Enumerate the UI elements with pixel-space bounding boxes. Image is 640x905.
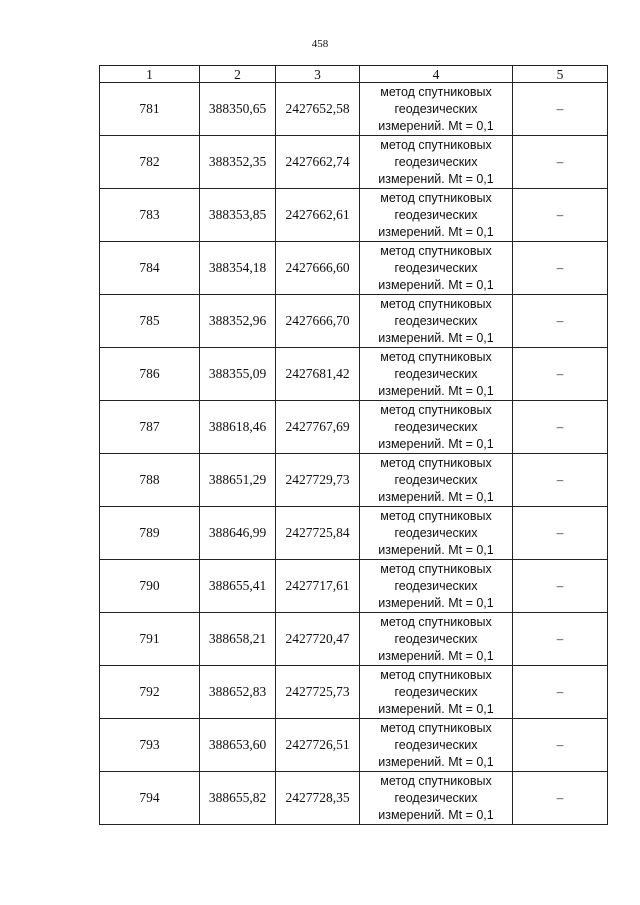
column-header: 3 xyxy=(276,66,360,83)
y-coordinate-cell: 2427662,61 xyxy=(276,189,360,242)
method-cell xyxy=(360,666,513,719)
x-coordinate-cell: 388653,60 xyxy=(200,719,276,772)
note-cell: – xyxy=(513,666,608,719)
method-cell xyxy=(360,613,513,666)
method-text-line: измерений. Mt = 0,1 xyxy=(378,701,494,716)
method-cell xyxy=(360,189,513,242)
point-number-cell: 790 xyxy=(100,560,200,613)
x-coordinate-cell: 388652,83 xyxy=(200,666,276,719)
table-body xyxy=(100,83,608,825)
table-row xyxy=(100,242,608,295)
point-number-cell: 787 xyxy=(100,401,200,454)
point-number-cell: 782 xyxy=(100,136,200,189)
method-text-line: геодезических xyxy=(394,154,478,169)
x-coordinate-cell: 388655,82 xyxy=(200,772,276,825)
method-text-line: геодезических xyxy=(394,207,478,222)
y-coordinate-cell: 2427728,35 xyxy=(276,772,360,825)
x-coordinate-cell: 388352,96 xyxy=(200,295,276,348)
method-cell xyxy=(360,295,513,348)
y-coordinate-cell: 2427725,73 xyxy=(276,666,360,719)
point-number-cell: 794 xyxy=(100,772,200,825)
note-cell: – xyxy=(513,348,608,401)
table-row xyxy=(100,295,608,348)
method-text-line: метод спутниковых xyxy=(380,455,492,470)
page-number: 458 xyxy=(311,38,329,50)
point-number-cell: 788 xyxy=(100,454,200,507)
table-row xyxy=(100,719,608,772)
point-number-cell: 786 xyxy=(100,348,200,401)
y-coordinate-cell: 2427662,74 xyxy=(276,136,360,189)
note-cell: – xyxy=(513,136,608,189)
method-text-line: геодезических xyxy=(394,260,478,275)
x-coordinate-cell: 388658,21 xyxy=(200,613,276,666)
table-row xyxy=(100,136,608,189)
y-coordinate-cell: 2427652,58 xyxy=(276,83,360,136)
y-coordinate-cell: 2427717,61 xyxy=(276,560,360,613)
method-cell xyxy=(360,719,513,772)
y-coordinate-cell: 2427729,73 xyxy=(276,454,360,507)
table-row xyxy=(100,348,608,401)
column-header: 4 xyxy=(360,66,513,83)
note-cell: – xyxy=(513,560,608,613)
method-text-line: геодезических xyxy=(394,472,478,487)
method-text-line: метод спутниковых xyxy=(380,402,492,417)
method-text-line: измерений. Mt = 0,1 xyxy=(378,224,494,239)
table-header-row xyxy=(100,66,608,83)
table-row xyxy=(100,666,608,719)
note-cell: – xyxy=(513,401,608,454)
x-coordinate-cell: 388646,99 xyxy=(200,507,276,560)
table-row xyxy=(100,401,608,454)
point-number-cell: 793 xyxy=(100,719,200,772)
method-text-line: метод спутниковых xyxy=(380,773,492,788)
table-row xyxy=(100,507,608,560)
column-header: 5 xyxy=(513,66,608,83)
x-coordinate-cell: 388618,46 xyxy=(200,401,276,454)
method-text-line: измерений. Mt = 0,1 xyxy=(378,489,494,504)
method-text-line: геодезических xyxy=(394,419,478,434)
y-coordinate-cell: 2427681,42 xyxy=(276,348,360,401)
method-cell xyxy=(360,454,513,507)
method-cell xyxy=(360,401,513,454)
method-text-line: метод спутниковых xyxy=(380,243,492,258)
method-text-line: измерений. Mt = 0,1 xyxy=(378,277,494,292)
table-row xyxy=(100,772,608,825)
column-header: 1 xyxy=(100,66,200,83)
method-text-line: измерений. Mt = 0,1 xyxy=(378,595,494,610)
note-cell: – xyxy=(513,242,608,295)
y-coordinate-cell: 2427720,47 xyxy=(276,613,360,666)
table-row xyxy=(100,189,608,242)
note-cell: – xyxy=(513,507,608,560)
column-header: 2 xyxy=(200,66,276,83)
note-cell: – xyxy=(513,719,608,772)
method-text-line: измерений. Mt = 0,1 xyxy=(378,171,494,186)
method-cell xyxy=(360,136,513,189)
table-row xyxy=(100,560,608,613)
x-coordinate-cell: 388655,41 xyxy=(200,560,276,613)
method-text-line: геодезических xyxy=(394,101,478,116)
method-text-line: метод спутниковых xyxy=(380,190,492,205)
y-coordinate-cell: 2427767,69 xyxy=(276,401,360,454)
x-coordinate-cell: 388354,18 xyxy=(200,242,276,295)
method-cell xyxy=(360,507,513,560)
point-number-cell: 792 xyxy=(100,666,200,719)
x-coordinate-cell: 388350,65 xyxy=(200,83,276,136)
method-text-line: метод спутниковых xyxy=(380,84,492,99)
x-coordinate-cell: 388651,29 xyxy=(200,454,276,507)
note-cell: – xyxy=(513,454,608,507)
x-coordinate-cell: 388355,09 xyxy=(200,348,276,401)
method-text-line: метод спутниковых xyxy=(380,137,492,152)
table-row xyxy=(100,83,608,136)
point-number-cell: 789 xyxy=(100,507,200,560)
method-text-line: измерений. Mt = 0,1 xyxy=(378,807,494,822)
method-text-line: метод спутниковых xyxy=(380,508,492,523)
method-text-line: геодезических xyxy=(394,313,478,328)
method-text-line: геодезических xyxy=(394,366,478,381)
note-cell: – xyxy=(513,189,608,242)
method-text-line: метод спутниковых xyxy=(380,296,492,311)
y-coordinate-cell: 2427725,84 xyxy=(276,507,360,560)
y-coordinate-cell: 2427666,70 xyxy=(276,295,360,348)
point-number-cell: 783 xyxy=(100,189,200,242)
method-text-line: метод спутниковых xyxy=(380,349,492,364)
y-coordinate-cell: 2427666,60 xyxy=(276,242,360,295)
x-coordinate-cell: 388352,35 xyxy=(200,136,276,189)
coordinates-table xyxy=(99,65,608,825)
method-cell xyxy=(360,348,513,401)
method-text-line: метод спутниковых xyxy=(380,614,492,629)
method-cell xyxy=(360,560,513,613)
method-text-line: геодезических xyxy=(394,578,478,593)
method-text-line: геодезических xyxy=(394,631,478,646)
method-text-line: геодезических xyxy=(394,737,478,752)
note-cell: – xyxy=(513,83,608,136)
x-coordinate-cell: 388353,85 xyxy=(200,189,276,242)
note-cell: – xyxy=(513,772,608,825)
y-coordinate-cell: 2427726,51 xyxy=(276,719,360,772)
method-text-line: геодезических xyxy=(394,684,478,699)
method-cell xyxy=(360,83,513,136)
point-number-cell: 791 xyxy=(100,613,200,666)
method-cell xyxy=(360,242,513,295)
method-text-line: измерений. Mt = 0,1 xyxy=(378,383,494,398)
method-text-line: геодезических xyxy=(394,525,478,540)
method-cell xyxy=(360,772,513,825)
method-text-line: измерений. Mt = 0,1 xyxy=(378,330,494,345)
method-text-line: метод спутниковых xyxy=(380,667,492,682)
point-number-cell: 781 xyxy=(100,83,200,136)
method-text-line: метод спутниковых xyxy=(380,561,492,576)
method-text-line: измерений. Mt = 0,1 xyxy=(378,118,494,133)
method-text-line: измерений. Mt = 0,1 xyxy=(378,754,494,769)
point-number-cell: 785 xyxy=(100,295,200,348)
method-text-line: измерений. Mt = 0,1 xyxy=(378,542,494,557)
method-text-line: геодезических xyxy=(394,790,478,805)
method-text-line: измерений. Mt = 0,1 xyxy=(378,436,494,451)
note-cell: – xyxy=(513,613,608,666)
table-row xyxy=(100,613,608,666)
point-number-cell: 784 xyxy=(100,242,200,295)
method-text-line: метод спутниковых xyxy=(380,720,492,735)
note-cell: – xyxy=(513,295,608,348)
table-row xyxy=(100,454,608,507)
method-text-line: измерений. Mt = 0,1 xyxy=(378,648,494,663)
